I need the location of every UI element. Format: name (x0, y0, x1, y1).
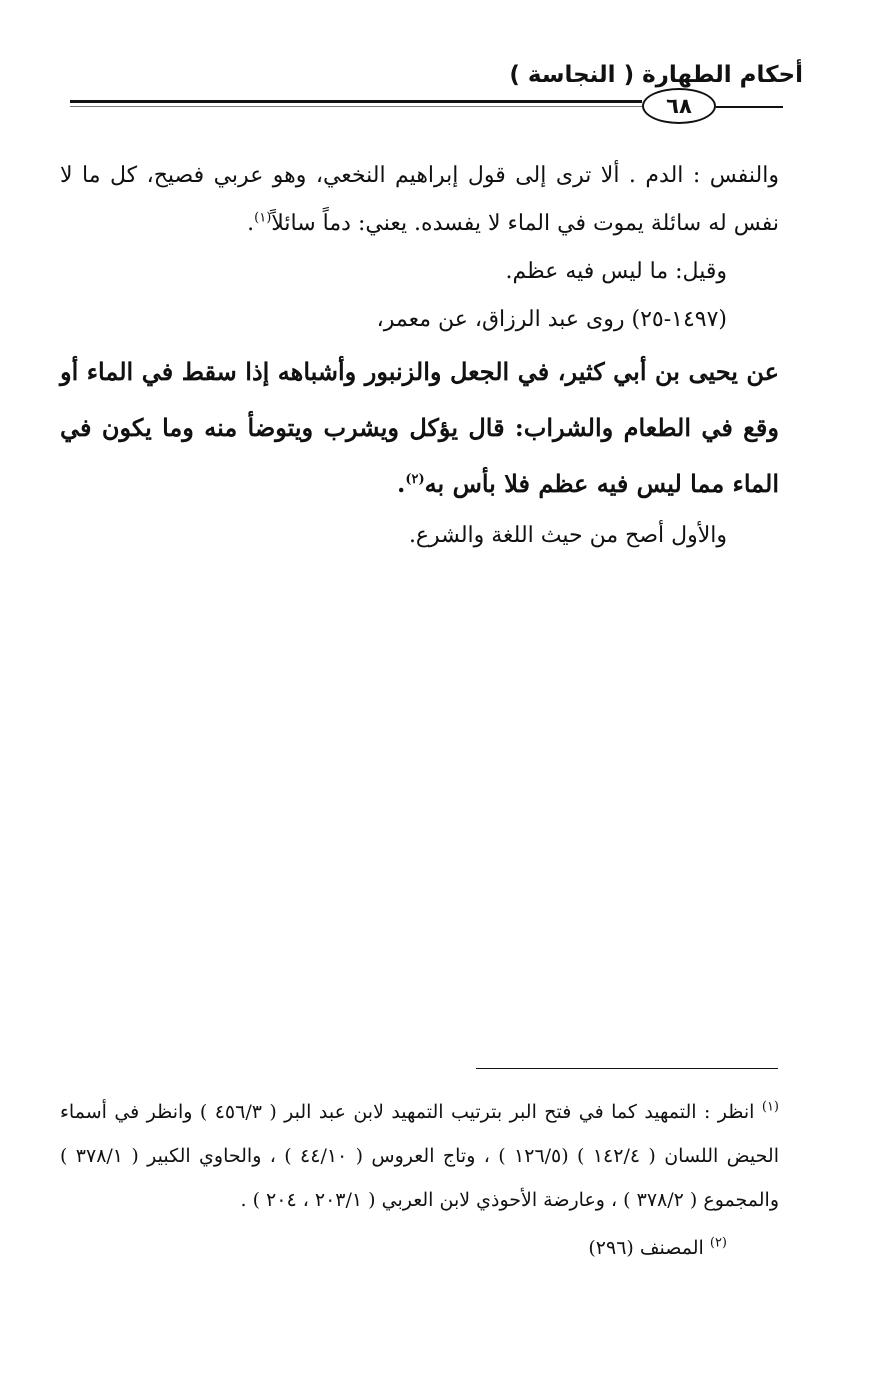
paragraph-1 (60, 152, 779, 248)
header-rule-right (716, 106, 783, 108)
footnote-1 (60, 1090, 779, 1222)
paragraph-1-text: والنفس : الدم . ألا ترى إلى قول إبراهيم النخعي، وهو عربي فصيح، كل ما لا نفس له سائلة يموت في الماء لا يفسده. يعني: دماً سائلاً (60, 163, 779, 236)
footnote-ref-1: (١) (254, 210, 272, 226)
footnote-1-text: انظر : التمهيد كما في فتح البر بترتيب التمهيد لابن عبد البر ( ٤٥٦/٣ ) وانظر في أسماء الحيض اللسان ( ١٤٢/٤ ) (١٢٦/٥ ) ، وتاج العروس ( ٤٤/١٠ ) ، والحاوي الكبير ( ٣٧٨/١ ) والمجموع ( ٣٧٨/٢ ) ، وعارضة الأحوذي لابن العربي ( ٢٠٣/١ ، ٢٠٤ ) . (60, 1101, 779, 1211)
hadith-text-end: . (397, 469, 406, 498)
header-rule-thin (70, 106, 642, 107)
header-rule (70, 100, 642, 103)
hadith-number-line: (١٤٩٧-٢٥) روى عبد الرزاق، عن معمر، (376, 307, 727, 332)
page-header (0, 0, 879, 140)
footnote-2 (60, 1226, 779, 1270)
page-number: ٦٨ (642, 88, 716, 124)
footnote-2-text: المصنف (٢٩٦) (588, 1237, 704, 1259)
footnote-1-mark: (١) (761, 1099, 779, 1115)
footnote-ref-2: (٢) (405, 472, 425, 487)
body-text (60, 152, 779, 560)
paragraph-conclusion: والأول أصح من حيث اللغة والشرع. (408, 523, 727, 548)
footnote-2-mark: (٢) (709, 1235, 727, 1251)
paragraph-2: وقيل: ما ليس فيه عظم. (505, 259, 727, 284)
hadith-text-body: عن يحيى بن أبي كثير، في الجعل والزنبور وأشباهه إذا سقط في الماء أو وقع في الطعام والشراب: قال يؤكل ويشرب ويتوضأ منه وما يكون في الماء مما ليس فيه عظم فلا بأس به (60, 357, 779, 498)
footnote-separator (476, 1068, 778, 1069)
footnotes (60, 1090, 779, 1270)
paragraph-1-end: . (247, 211, 255, 236)
running-title: أحكام الطهارة ( النجاسة ) (509, 62, 803, 88)
hadith-text (60, 344, 779, 512)
